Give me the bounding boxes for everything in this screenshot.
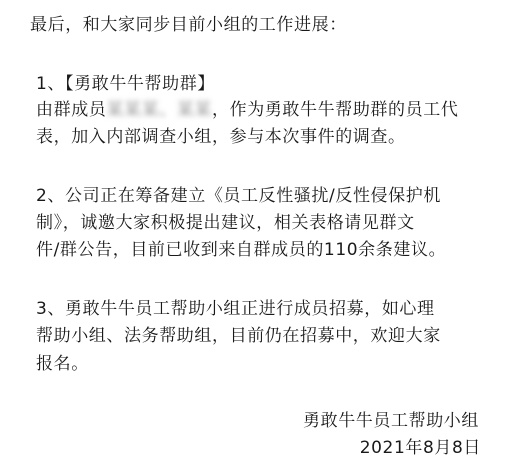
item1-heading [36,73,215,95]
item1-line1-pre: 由群成员 [36,100,107,120]
redacted-name-1: 某某某 [106,100,160,120]
item3-line3: 报名。 [36,354,89,374]
item1-line1 [36,99,458,121]
signature-date: 2021年8月8日 [359,438,481,458]
item3-line2: 帮助小组、法务帮助组，目前仍在招募中，欢迎大家 [36,326,441,346]
item2-line2: 制》，诚邀大家积极提出建议，相关表格请见群文 [36,213,415,233]
item3-line1: 3、勇敢牛牛员工帮助小组正进行成员招募，如心理 [36,299,435,319]
signature-org: 勇敢牛牛员工帮助小组 [303,411,479,431]
item1-line2: 表，加入内部调查小组，参与本次事件的调查。 [36,127,406,147]
item1-number: 1、 [36,74,66,94]
redacted-name-2: 某某 [176,100,213,120]
item1-title: 【勇敢牛牛帮助群】 [65,74,215,94]
item1-line1-post: ，作为勇敢牛牛帮助群的员工代 [212,100,459,120]
item2-line1: 2、公司正在筹备建立《员工反性骚扰/反性侵保护机 [36,186,441,206]
item2-line3: 件/群公告，目前已收到来自群成员的110余条建议。 [36,240,447,260]
redacted-separator: 、 [159,100,177,120]
intro-text: 最后，和大家同步目前小组的工作进展： [30,15,347,35]
